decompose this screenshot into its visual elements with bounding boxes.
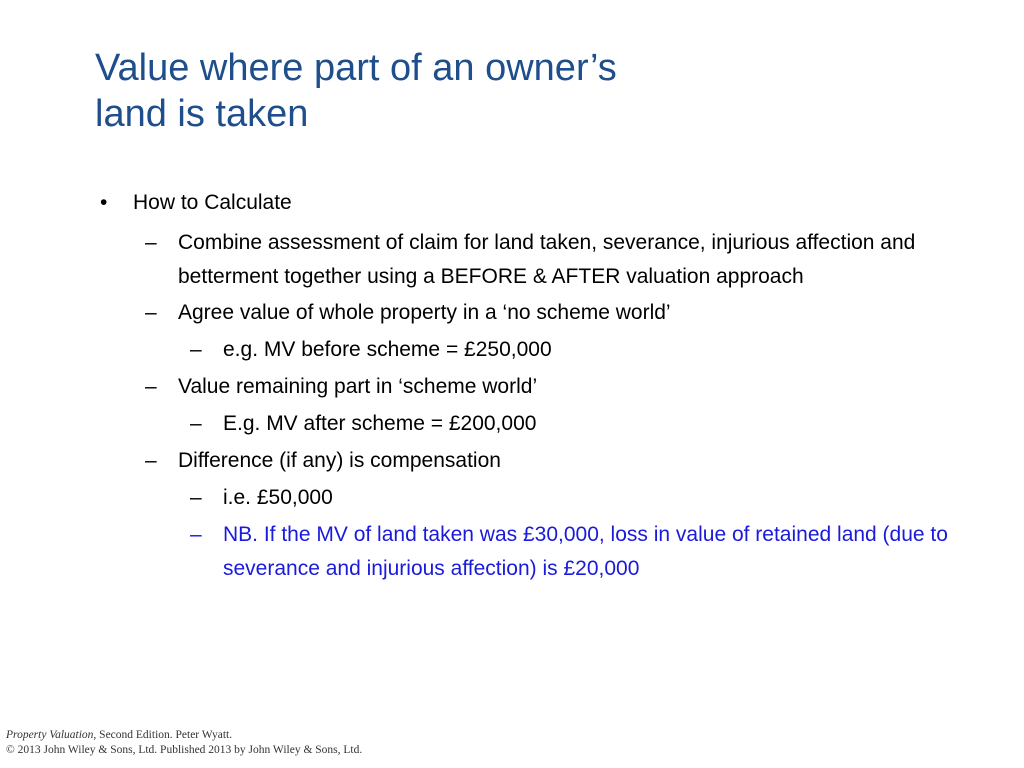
dash-marker: – xyxy=(190,486,202,509)
bullet-marker: • xyxy=(100,191,108,214)
footer-copyright: © 2013 John Wiley & Sons, Ltd. Published 2013 by John Wiley & Sons, Ltd. xyxy=(6,744,363,756)
bullet-text: NB. If the MV of land taken was £30,000, loss in value of retained land (due to severance and injurious affection) is £20,000 xyxy=(223,523,948,580)
dash-marker: – xyxy=(145,231,157,254)
bullet-text: Value remaining part in ‘scheme world’ xyxy=(178,375,538,398)
dash-marker: – xyxy=(190,412,202,435)
sub-bullet-item xyxy=(145,370,975,404)
highlighted-note xyxy=(190,518,980,586)
sub-sub-bullet-item xyxy=(190,481,980,515)
slide-title xyxy=(95,45,955,137)
book-edition: , Second Edition. Peter Wyatt. xyxy=(93,729,233,741)
sub-sub-bullet-item xyxy=(190,333,980,367)
bullet-text: E.g. MV after scheme = £200,000 xyxy=(223,412,537,435)
dash-marker: – xyxy=(145,375,157,398)
book-title: Property Valuation xyxy=(6,729,94,741)
sub-sub-bullet-item xyxy=(190,407,980,441)
footer-citation xyxy=(6,728,362,758)
bullet-text: Difference (if any) is compensation xyxy=(178,449,501,472)
bullet-item xyxy=(100,186,960,220)
bullet-text: i.e. £50,000 xyxy=(223,486,333,509)
footer-line-1 xyxy=(6,728,362,743)
sub-bullet-item xyxy=(145,226,975,294)
bullet-text: Agree value of whole property in a ‘no scheme world’ xyxy=(178,301,671,324)
dash-marker: – xyxy=(145,301,157,324)
dash-marker: – xyxy=(145,449,157,472)
sub-bullet-item xyxy=(145,296,975,330)
bullet-text: e.g. MV before scheme = £250,000 xyxy=(223,338,552,361)
dash-marker: – xyxy=(190,338,202,361)
slide-title-line-1: Value where part of an owner’s xyxy=(95,47,617,89)
bullet-text: How to Calculate xyxy=(133,191,292,214)
sub-bullet-item xyxy=(145,444,975,478)
bullet-text: Combine assessment of claim for land taken, severance, injurious affection and betterment together using a BEFORE & AFTER valuation approach xyxy=(178,231,916,288)
slide-title-line-2: land is taken xyxy=(95,93,309,135)
dash-marker: – xyxy=(190,523,202,546)
